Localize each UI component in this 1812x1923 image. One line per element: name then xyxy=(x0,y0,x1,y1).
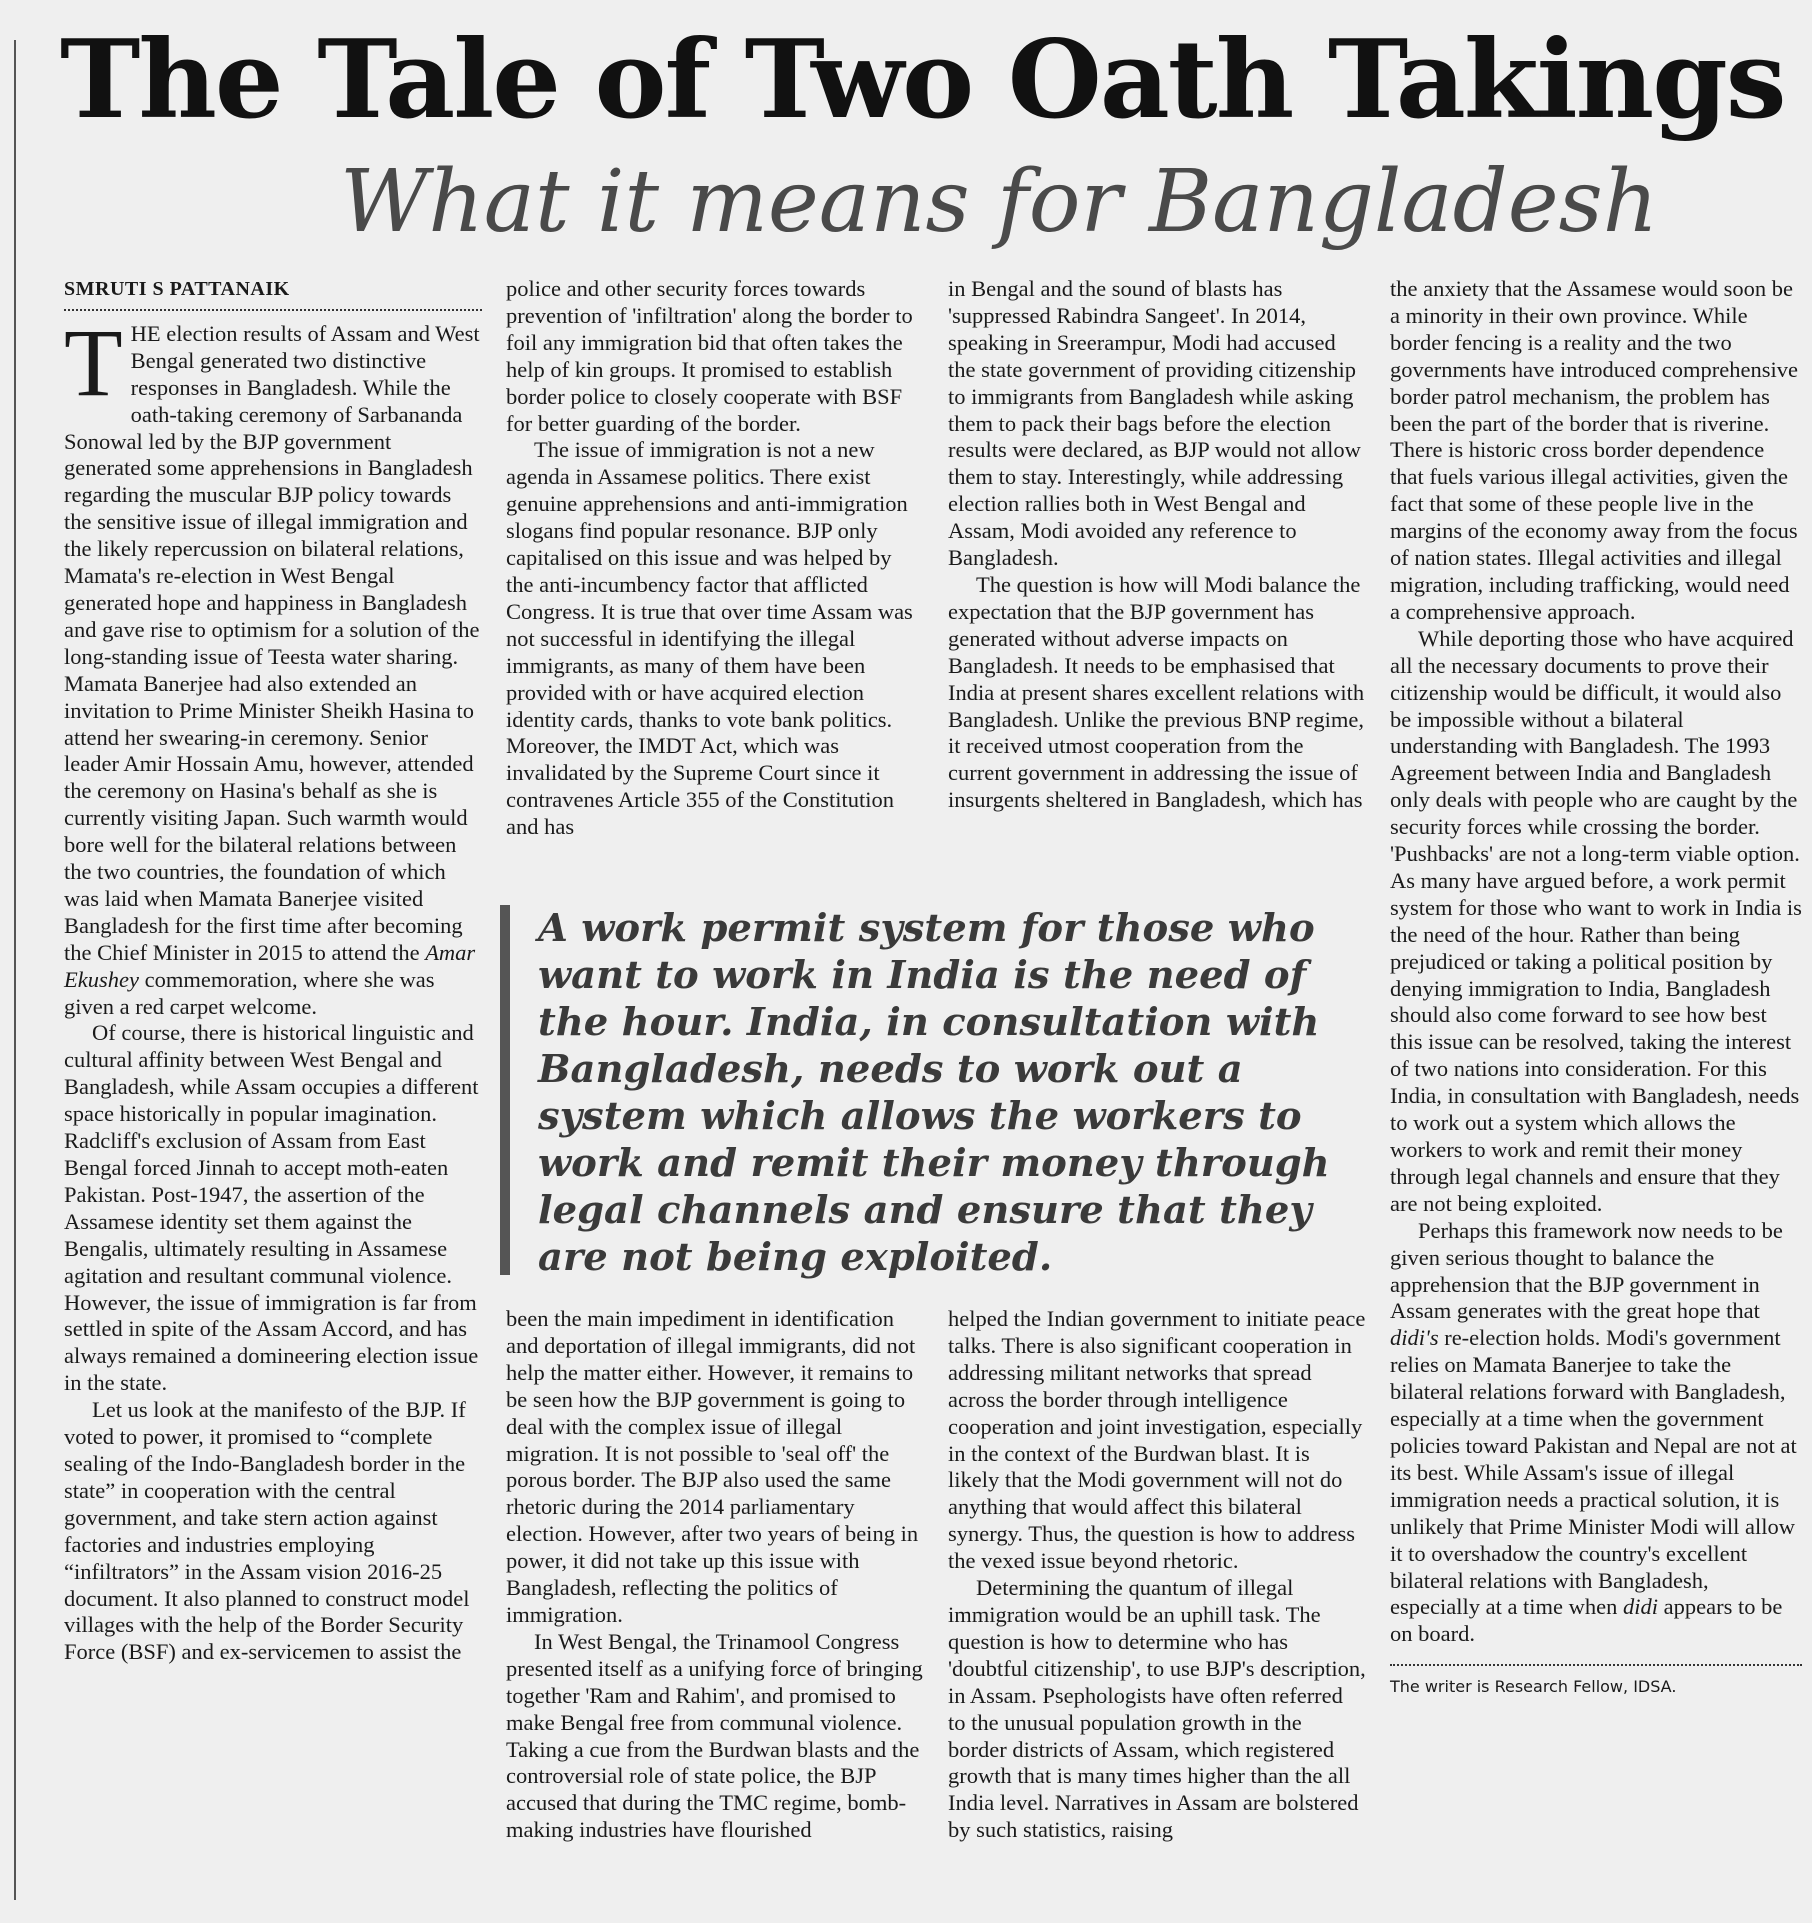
col3-paragraph-1: in Bengal and the sound of blasts has 'suppressed Rabindra Sangeet'. In 2014, speaking in Sreerampur, Modi had accused the state government of providing citizenship to immigrants from Bangladesh while asking them to pack their bags before the election results were declared, as BJP would not allow them to stay. Interestingly, while addressing election rallies both in West Bengal and Assam, Modi avoided any reference to Bangladesh. xyxy=(948,276,1361,571)
col3-paragraph-3: helped the Indian government to initiate peace talks. There is also significant cooperation in addressing militant networks that spread across the border through intelligence cooperation and joint investigation, especially in the context of the Burdwan blast. It is likely that the Modi government will not do anything that would affect this bilateral synergy. Thus, the question is how to address the vexed issue beyond rhetoric. xyxy=(948,1306,1366,1574)
pull-quote: A work permit system for those who want to work in India is the need of the hour. India, in consultation with Bangladesh, needs to work out a system which allows the workers to work and remit their money through legal channels and ensure that they are not being exploited. xyxy=(500,905,1380,1275)
column-1 xyxy=(64,276,482,1666)
byline: SMRUTI S PATTANAIK xyxy=(64,276,482,311)
col3-paragraph-2: The question is how will Modi balance the expectation that the BJP government has generated without adverse impacts on Bangladesh. It needs to be emphasised that India at present shares excellent relations with Bangladesh. Unlike the previous BNP regime, it received utmost cooperation from the current government in addressing the issue of insurgents sheltered in Bangladesh, which has xyxy=(948,571,1365,813)
column-2-bottom xyxy=(506,1306,924,1844)
col2-paragraph-4: In West Bengal, the Trinamool Congress presented itself as a unifying force of bringing together 'Ram and Rahim', and promised to make Bengal free from communal violence. Taking a cue from the Burdwan blasts and the controversial role of state police, the BJP accused that during the TMC regime, bomb-making industries have flourished xyxy=(506,1628,923,1843)
column-3-top xyxy=(948,276,1366,814)
column-3-bottom xyxy=(948,1306,1366,1844)
col1-paragraph-1: THE election results of Assam and West Bengal generated two distinctive responses in Bangladesh. While the oath-taking ceremony of Sarbananda Sonowal led by the BJP government generated some apprehensions in Bangladesh regarding the muscular BJP policy towards the sensitive issue of illegal immigration and the likely repercussion on bilateral relations, Mamata's re-election in West Bengal generated hope and happiness in Bangladesh and gave rise to optimism for a solution of the long-standing issue of Teesta water sharing. Mamata Banerjee had also extended an invitation to Prime Minister Sheikh Hasina to attend her swearing-in ceremony. Senior leader Amir Hossain Amu, however, attended the ceremony on Hasina's behalf as she is currently visiting Japan. Such warmth would bore well for the bilateral relations between the two countries, the foundation of which was laid when Mamata Banerjee visited Bangladesh for the first time after becoming the Chief Minister in 2015 to attend the Amar Ekushey commemoration, where she was given a red carpet welcome. xyxy=(64,308,480,1019)
col4-paragraph-2: While deporting those who have acquired all the necessary documents to prove their citizenship would be difficult, it would also be impossible without a bilateral understanding with Bangladesh. The 1993 Agreement between India and Bangladesh only deals with people who are caught by the security forces while crossing the border. 'Pushbacks' are not a long-term viable option. As many have argued before, a work permit system for those who want to work in India is the need of the hour. Rather than being prejudiced or taking a political position by denying immigration to India, Bangladesh should also come forward to see how best this issue can be resolved, taking the interest of two nations into consideration. For this India, in consultation with Bangladesh, needs to work out a system which allows the workers to work and remit their money through legal channels and ensure that they are not being exploited. xyxy=(1390,625,1802,1216)
column-2-top xyxy=(506,276,924,841)
col2-paragraph-1: police and other security forces towards prevention of 'infiltration' along the border to foil any immigration bid that often takes the help of kin groups. It promised to establish border police to closely cooperate with BSF for better guarding of the border. xyxy=(506,276,913,436)
left-column-rule xyxy=(14,40,16,1900)
col2-paragraph-2: The issue of immigration is not a new agenda in Assamese politics. There exist genuine apprehensions and anti-immigration slogans find popular resonance. BJP only capitalised on this issue and was helped by the anti-incumbency factor that afflicted Congress. It is true that over time Assam was not successful in identifying the illegal immigrants, as many of them have been provided with or have acquired election identity cards, thanks to vote bank politics. Moreover, the IMDT Act, which was invalidated by the Supreme Court since it contravenes Article 355 of the Constitution and has xyxy=(506,437,913,840)
subheadline: What it means for Bangladesh xyxy=(340,152,1659,252)
col4-paragraph-3: Perhaps this framework now needs to be given serious thought to balance the apprehension that the BJP government in Assam generates with the great hope that didi's re-election holds. Modi's government relies on Mamata Banerjee to take the bilateral relations forward with Bangladesh, especially at a time when the government policies toward Pakistan and Nepal are not at its best. While Assam's issue of illegal immigration needs a practical solution, it is unlikely that Prime Minister Modi will allow it to overshadow the country's excellent bilateral relations with Bangladesh, especially at a time when didi appears to be on board. xyxy=(1390,1217,1797,1647)
col4-paragraph-1: the anxiety that the Assamese would soon be a minority in their own province. While border fencing is a reality and the two governments have introduced comprehensive border patrol mechanism, the problem has been the part of the border that is riverine. There is historic cross border dependence that fuels various illegal activities, given the fact that some of these people live in the margins of the economy away from the focus of nation states. Illegal activities and illegal migration, including trafficking, would need a comprehensive approach. xyxy=(1390,276,1798,624)
drop-cap: T xyxy=(64,308,123,416)
headline: The Tale of Two Oath Takings xyxy=(60,17,1785,143)
author-footnote: The writer is Research Fellow, IDSA. xyxy=(1390,1664,1802,1701)
col1-paragraph-2: Of course, there is historical linguistic and cultural affinity between West Bengal and Bangladesh, while Assam occupies a different space historically in popular imagination. Radcliff's exclusion of Assam from East Bengal forced Jinnah to accept moth-eaten Pakistan. Post-1947, the assertion of the Assamese identity set them against the Bengalis, ultimately resulting in Assamese agitation and resultant communal violence. However, the issue of immigration is far from settled in spite of the Assam Accord, and has always remained a domineering election issue in the state. xyxy=(64,1020,479,1396)
col2-paragraph-3: been the main impediment in identification and deportation of illegal immigrants, did not help the matter either. However, it remains to be seen how the BJP government is going to deal with the complex issue of illegal migration. It is not possible to 'seal off' the porous border. The BJP also used the same rhetoric during the 2014 parliamentary election. However, after two years of being in power, it did not take up this issue with Bangladesh, reflecting the politics of immigration. xyxy=(506,1306,919,1627)
col1-paragraph-3: Let us look at the manifesto of the BJP. If voted to power, it promised to “complete sealing of the Indo-Bangladesh border in the state” in cooperation with the central government, and take stern action against factories and industries employing “infiltrators” in the Assam vision 2016-25 document. It also planned to construct model villages with the help of the Border Security Force (BSF) and ex-servicemen to assist the xyxy=(64,1397,470,1665)
col3-paragraph-4: Determining the quantum of illegal immigration would be an uphill task. The question is how to determine who has 'doubtful citizenship', to use BJP's description, in Assam. Psephologists have often referred to the unusual population growth in the border districts of Assam, which registered growth that is many times higher than the all India level. Narratives in Assam are bolstered by such statistics, raising xyxy=(948,1575,1366,1843)
event-name: Amar Ekushey xyxy=(64,939,476,992)
column-4 xyxy=(1390,276,1802,1701)
